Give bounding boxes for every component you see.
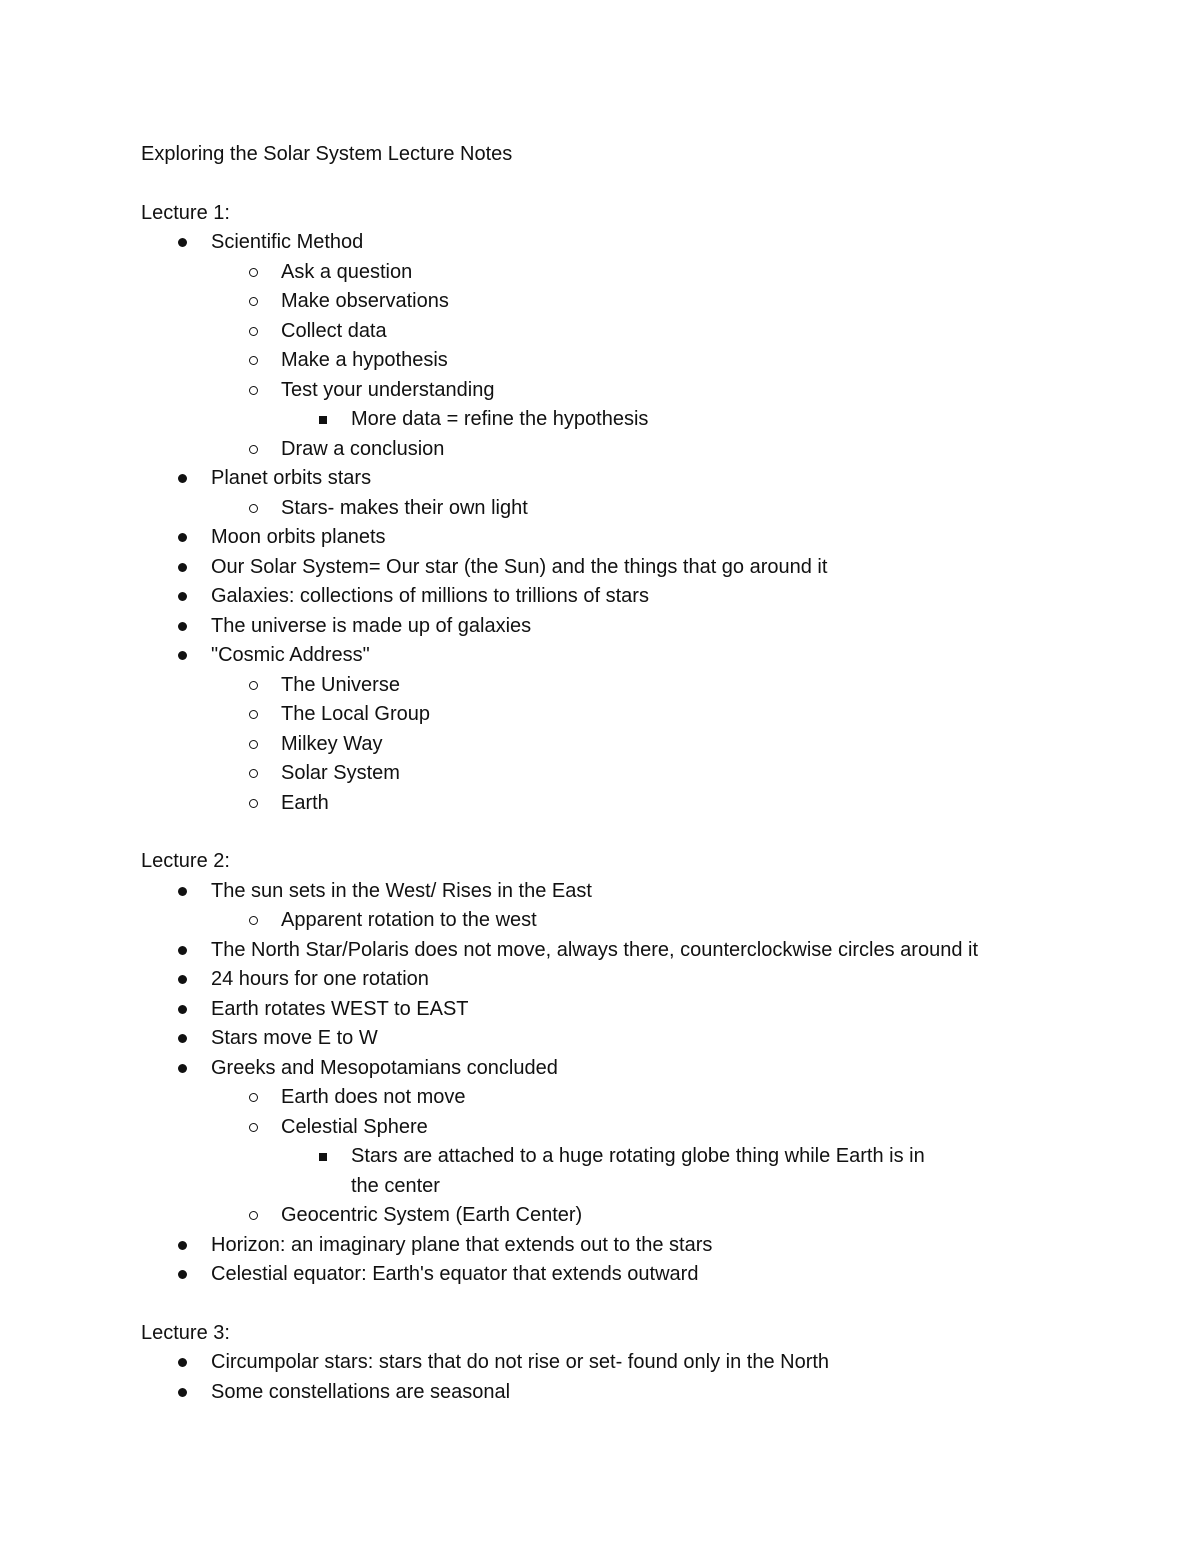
list-item-text: Celestial Sphere xyxy=(281,1115,428,1138)
bullet-circle-icon xyxy=(249,740,258,749)
bullet-disc-icon xyxy=(178,622,187,631)
bullet-circle-icon xyxy=(249,769,258,778)
list-item-text: Stars- makes their own light xyxy=(281,496,528,519)
bullet-disc-icon xyxy=(178,1388,187,1397)
list-item-text: The North Star/Polaris does not move, always there, counterclockwise circles around it xyxy=(211,938,979,961)
list-item-text: Horizon: an imaginary plane that extends out to the stars xyxy=(211,1233,713,1256)
list-item xyxy=(141,1260,1061,1290)
list-item-text: Planet orbits stars xyxy=(211,467,372,489)
bullet-circle-icon xyxy=(249,681,258,690)
list-item-text: Apparent rotation to the west xyxy=(281,909,537,931)
list-item-text: "Cosmic Address" xyxy=(211,644,370,666)
list-item xyxy=(141,1348,1061,1378)
list-item-text: Collect data xyxy=(281,319,387,342)
document-title: Exploring the Solar System Lecture Notes xyxy=(141,143,513,165)
lecture-3-section xyxy=(141,1319,1061,1408)
list-item-text: The Universe xyxy=(281,673,400,696)
bullet-disc-icon xyxy=(178,533,187,542)
list-item xyxy=(141,1231,1061,1261)
sub-list xyxy=(211,258,1061,465)
bullet-circle-icon xyxy=(249,1123,258,1132)
list-item xyxy=(211,730,1061,760)
lecture-2-section xyxy=(141,847,1061,1290)
bullet-disc-icon xyxy=(178,975,187,984)
list-item xyxy=(211,789,1061,819)
list-item xyxy=(141,553,1061,583)
list-item xyxy=(141,582,1061,612)
list-item xyxy=(141,1054,1061,1231)
list-item-text: The sun sets in the West/ Rises in the East xyxy=(211,879,592,902)
list-item xyxy=(211,287,1061,317)
list-item-text: Some constellations are seasonal xyxy=(211,1380,511,1403)
lecture-heading: Lecture 1: xyxy=(141,201,230,224)
list-item xyxy=(211,494,1061,524)
bullet-circle-icon xyxy=(249,710,258,719)
list-item xyxy=(211,906,1061,936)
bullet-disc-icon xyxy=(178,1005,187,1014)
list-item xyxy=(211,1083,1061,1113)
list-item xyxy=(281,405,1061,435)
list-item xyxy=(141,464,1061,523)
bullet-list xyxy=(141,1348,1061,1407)
bullet-circle-icon xyxy=(249,504,258,513)
list-item-text: The universe is made up of galaxies xyxy=(211,614,532,637)
bullet-circle-icon xyxy=(249,1211,258,1220)
list-item-text: Stars move E to W xyxy=(211,1027,378,1049)
bullet-square-icon xyxy=(319,416,327,424)
list-item-text: Solar System xyxy=(281,762,400,784)
list-item xyxy=(281,1142,931,1201)
bullet-list xyxy=(141,877,1061,1290)
list-item-text: Moon orbits planets xyxy=(211,526,386,548)
bullet-circle-icon xyxy=(249,268,258,277)
list-item-text: Make observations xyxy=(281,290,449,312)
list-item xyxy=(211,346,1061,376)
list-item-text: Earth rotates WEST to EAST xyxy=(211,997,469,1020)
bullet-circle-icon xyxy=(249,386,258,395)
bullet-disc-icon xyxy=(178,592,187,601)
list-item xyxy=(141,1378,1061,1408)
bullet-disc-icon xyxy=(178,1358,187,1367)
list-item xyxy=(141,995,1061,1025)
list-item xyxy=(211,258,1061,288)
list-item xyxy=(211,759,1061,789)
sub-list xyxy=(211,906,1061,936)
lecture-1-section xyxy=(141,199,1061,819)
bullet-circle-icon xyxy=(249,916,258,925)
list-item xyxy=(141,877,1061,936)
list-item-text: Scientific Method xyxy=(211,231,364,253)
bullet-disc-icon xyxy=(178,1270,187,1279)
bullet-circle-icon xyxy=(249,799,258,808)
list-item xyxy=(141,523,1061,553)
sub-sub-list xyxy=(281,1142,1061,1201)
list-item-text: The Local Group xyxy=(281,703,430,725)
list-item xyxy=(211,435,1061,465)
list-item xyxy=(141,936,1061,966)
sub-list xyxy=(211,671,1061,819)
lecture-heading: Lecture 2: xyxy=(141,850,230,872)
bullet-disc-icon xyxy=(178,946,187,955)
list-item-text: 24 hours for one rotation xyxy=(211,968,429,990)
list-item-text: Earth xyxy=(281,791,329,814)
bullet-disc-icon xyxy=(178,238,187,247)
list-item xyxy=(141,965,1061,995)
list-item xyxy=(141,228,1061,464)
lecture-heading: Lecture 3: xyxy=(141,1321,230,1344)
list-item-text: Galaxies: collections of millions to trillions of stars xyxy=(211,585,649,607)
bullet-disc-icon xyxy=(178,563,187,572)
sub-list xyxy=(211,494,1061,524)
list-item-text: Test your understanding xyxy=(281,378,495,401)
bullet-disc-icon xyxy=(178,1064,187,1073)
bullet-circle-icon xyxy=(249,327,258,336)
list-item xyxy=(211,1201,1061,1231)
list-item-text: Earth does not move xyxy=(281,1086,466,1108)
list-item-text: More data = refine the hypothesis xyxy=(351,408,649,430)
list-item xyxy=(211,700,1061,730)
bullet-disc-icon xyxy=(178,651,187,660)
bullet-circle-icon xyxy=(249,445,258,454)
list-item xyxy=(141,612,1061,642)
bullet-list xyxy=(141,228,1061,818)
bullet-circle-icon xyxy=(249,356,258,365)
list-item-text: Greeks and Mesopotamians concluded xyxy=(211,1056,558,1079)
list-item-text: Milkey Way xyxy=(281,732,383,755)
bullet-disc-icon xyxy=(178,1241,187,1250)
bullet-circle-icon xyxy=(249,1093,258,1102)
list-item xyxy=(211,376,1061,435)
list-item xyxy=(211,1113,1061,1202)
list-item xyxy=(141,1024,1061,1054)
list-item-text: Celestial equator: Earth's equator that extends outward xyxy=(211,1263,699,1285)
list-item-text: Ask a question xyxy=(281,260,413,283)
bullet-circle-icon xyxy=(249,297,258,306)
list-item xyxy=(211,317,1061,347)
bullet-disc-icon xyxy=(178,887,187,896)
list-item-text: Draw a conclusion xyxy=(281,437,445,460)
list-item xyxy=(141,641,1061,818)
list-item-text: Stars are attached to a huge rotating globe thing while Earth is in the center xyxy=(351,1145,925,1197)
document-content xyxy=(141,140,1061,1407)
sub-sub-list xyxy=(281,405,1061,435)
list-item-text: Geocentric System (Earth Center) xyxy=(281,1204,583,1226)
list-item-text: Make a hypothesis xyxy=(281,349,448,371)
list-item-text: Our Solar System= Our star (the Sun) and the things that go around it xyxy=(211,555,828,578)
sub-list xyxy=(211,1083,1061,1231)
bullet-disc-icon xyxy=(178,1034,187,1043)
list-item-text: Circumpolar stars: stars that do not rise or set- found only in the North xyxy=(211,1351,830,1373)
list-item xyxy=(211,671,1061,701)
bullet-disc-icon xyxy=(178,474,187,483)
bullet-square-icon xyxy=(319,1153,327,1161)
